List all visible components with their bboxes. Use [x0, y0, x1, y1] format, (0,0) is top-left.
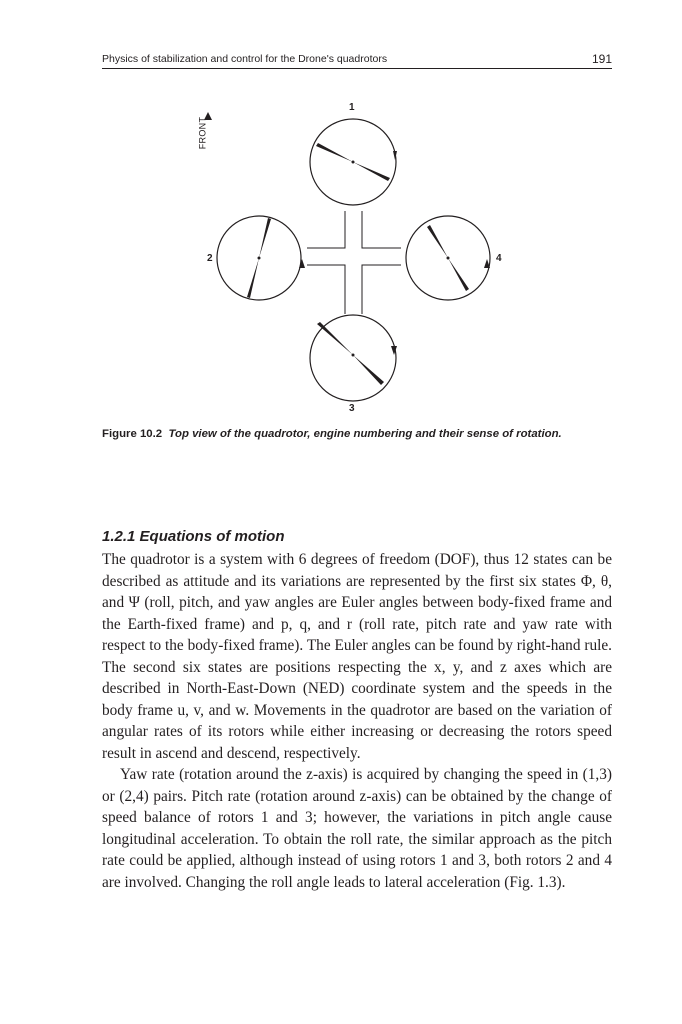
rotor-2-label: 2 — [207, 253, 213, 264]
figure-caption — [102, 428, 622, 440]
frame-edge — [307, 211, 345, 248]
frame-edge — [362, 265, 401, 314]
paragraph: Yaw rate (rotation around the z-axis) is acquired by changing the speed in (1,3) or (2,4) pairs. Pitch rate (rotation around z-axis) can be obtained by the change of speed balance of rotors 1 and 3; however, the variations in pitch angle cause longitudinal acceleration. To obtain the roll rate, the similar approach as the pitch rate could be applied, although instead of using rotors 1 and 3, both rotors 2 and 4 are involved. Changing the roll angle leads to lateral acceleration (Fig. 1.3). — [102, 766, 612, 891]
paragraph: The quadrotor is a system with 6 degrees of freedom (DOF), thus 12 states can be described as attitude and its variations are represented by the first six states Φ, θ, and Ψ (roll, pitch, and yaw angles are Euler angles between body-fixed frame and the Earth-fixed frame) and p, q, and r (roll rate, pitch rate and yaw rate with respect to the body-fixed frame). The Euler angles can be found by right-hand rule. The second six states are positions respecting the x, y, and z axes which are described in North-East-Down (NED) coordinate system and the speeds in the body frame u, v, and w. Movements in the quadrotor are based on the variation of angular rates of its rotors while either increasing or decreasing the rotors speed result in ascend and descend, respectively. — [102, 551, 612, 762]
quadrotor-diagram — [195, 98, 525, 423]
rotor-1-label: 1 — [349, 102, 355, 113]
rotor-4-label: 4 — [496, 253, 502, 264]
rotor-3-label: 3 — [349, 403, 355, 414]
section-heading: 1.2.1 Equations of motion — [102, 528, 285, 545]
caption-label: Figure 10.2 — [102, 428, 163, 440]
body-text — [102, 549, 612, 893]
quadrotor-figure — [195, 98, 525, 423]
page-number: 191 — [591, 52, 612, 66]
caption-text: Top view of the quadrotor, engine numbering and their sense of rotation. — [168, 428, 562, 440]
page-header — [102, 52, 612, 69]
frame-edge — [307, 265, 345, 314]
running-title: Physics of stabilization and control for the Drone's quadrotors — [102, 53, 388, 65]
front-label: FRONT — [197, 116, 208, 150]
frame-edge — [362, 211, 401, 248]
